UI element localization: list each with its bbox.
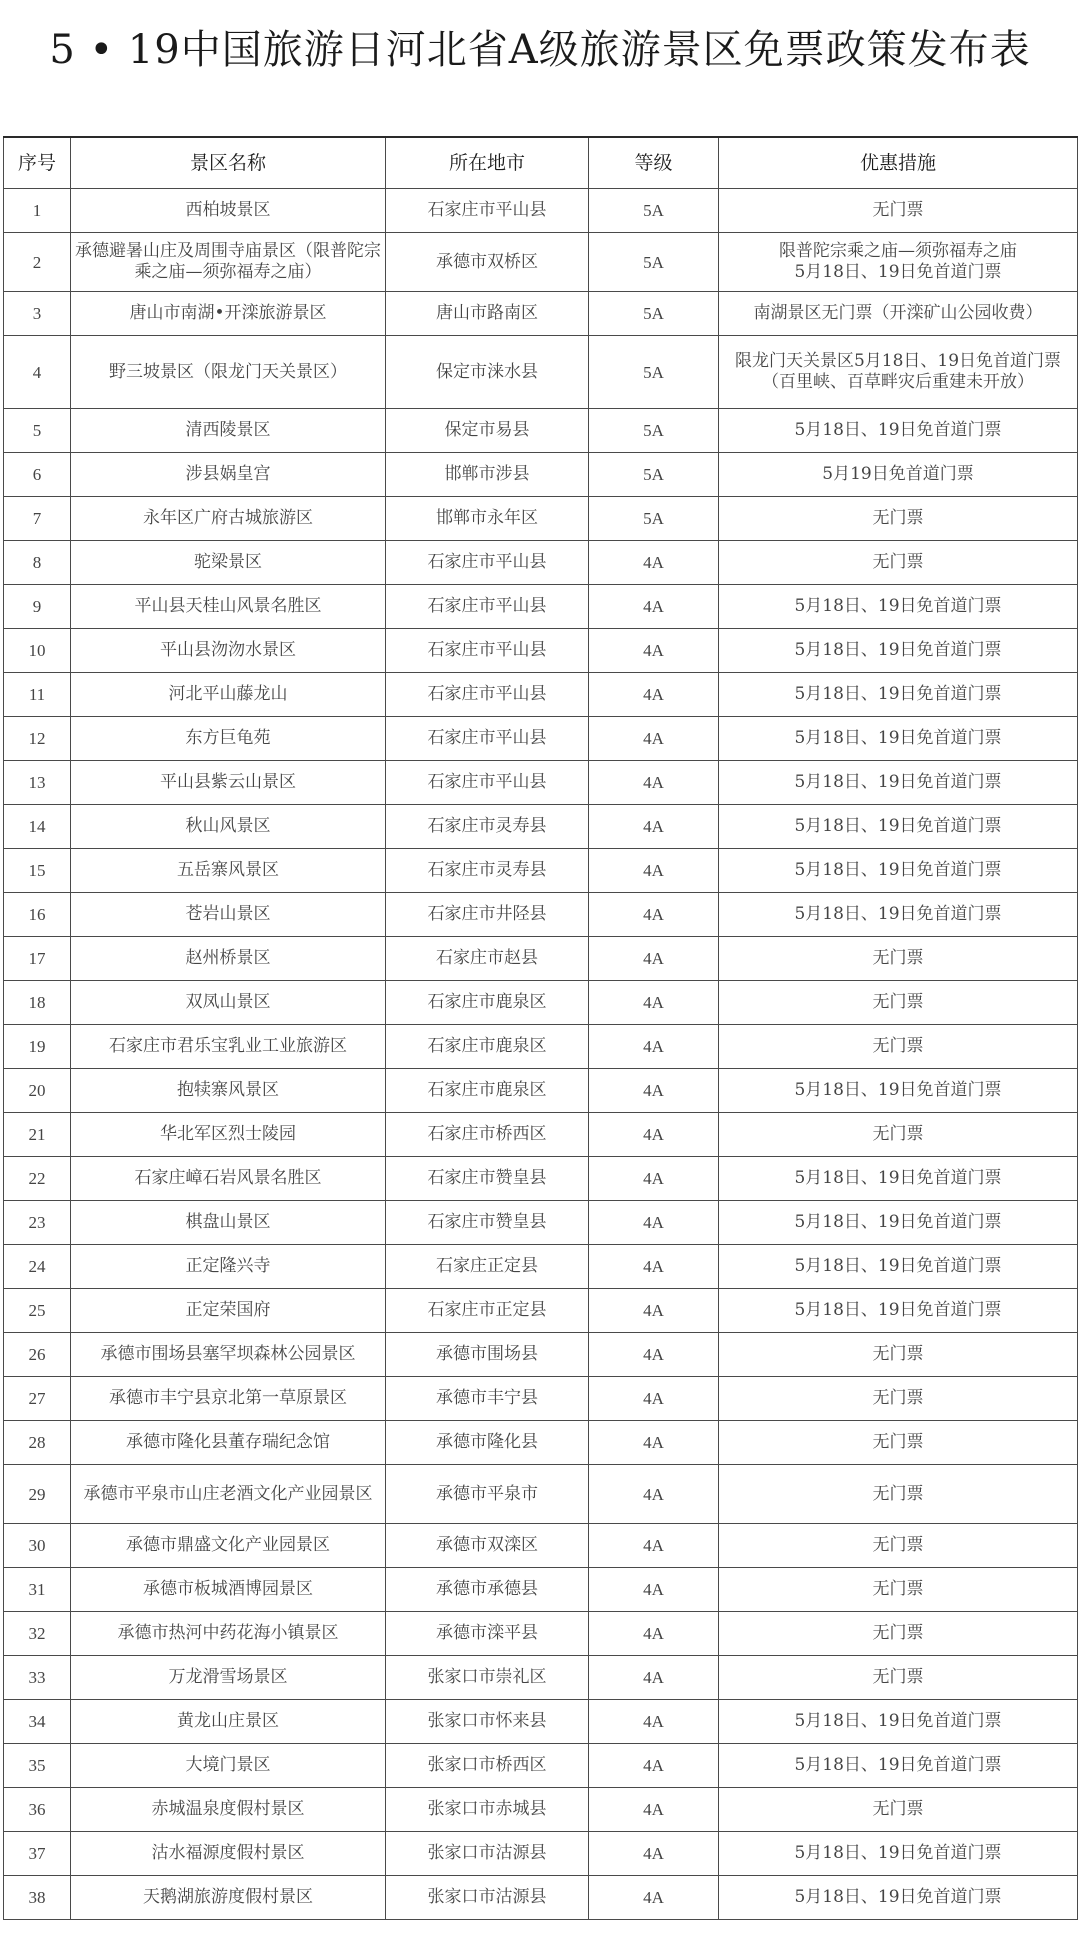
cell-seq: 14 [4, 805, 71, 849]
cell-grade: 4A [589, 673, 719, 717]
cell-grade: 5A [589, 497, 719, 541]
policy-text-line2: 5月18日、19日免首道门票 [794, 262, 1002, 282]
policy-text: 无门票 [872, 1344, 924, 1364]
table-row [4, 1612, 1078, 1656]
cell-scenic-name: 永年区广府古城旅游区 [71, 497, 386, 541]
cell-grade: 4A [589, 849, 719, 893]
cell-grade: 4A [589, 717, 719, 761]
policy-text: 5月19日免首道门票 [822, 464, 974, 484]
cell-grade: 4A [589, 1612, 719, 1656]
cell-policy [719, 1289, 1078, 1333]
cell-city: 张家口市沽源县 [386, 1876, 589, 1920]
cell-scenic-name: 承德市平泉市山庄老酒文化产业园景区 [71, 1465, 386, 1524]
header-grade: 等级 [589, 137, 719, 189]
cell-scenic-name: 华北军区烈士陵园 [71, 1113, 386, 1157]
cell-city: 承德市双滦区 [386, 1524, 589, 1568]
cell-grade: 4A [589, 629, 719, 673]
cell-policy [719, 1568, 1078, 1612]
cell-city: 承德市平泉市 [386, 1465, 589, 1524]
cell-scenic-name: 赵州桥景区 [71, 937, 386, 981]
cell-city: 张家口市崇礼区 [386, 1656, 589, 1700]
table-row [4, 1700, 1078, 1744]
table-row [4, 1157, 1078, 1201]
table-row [4, 1333, 1078, 1377]
policy-text: 5月18日、19日免首道门票 [794, 1843, 1002, 1863]
cell-city: 承德市隆化县 [386, 1421, 589, 1465]
cell-grade: 4A [589, 1524, 719, 1568]
policy-text: 5月18日、19日免首道门票 [794, 1755, 1002, 1775]
table-row [4, 981, 1078, 1025]
cell-scenic-name: 大境门景区 [71, 1744, 386, 1788]
cell-policy [719, 1377, 1078, 1421]
header-seq: 序号 [4, 137, 71, 189]
cell-seq: 5 [4, 409, 71, 453]
cell-seq: 12 [4, 717, 71, 761]
cell-policy [719, 1700, 1078, 1744]
cell-policy [719, 717, 1078, 761]
policy-text: 5月18日、19日免首道门票 [794, 1256, 1002, 1276]
cell-policy [719, 761, 1078, 805]
cell-grade: 4A [589, 1656, 719, 1700]
cell-grade: 4A [589, 761, 719, 805]
cell-grade: 4A [589, 1333, 719, 1377]
cell-grade: 4A [589, 1289, 719, 1333]
cell-policy [719, 805, 1078, 849]
cell-grade: 4A [589, 1025, 719, 1069]
cell-city: 石家庄市平山县 [386, 717, 589, 761]
cell-seq: 23 [4, 1201, 71, 1245]
cell-seq: 9 [4, 585, 71, 629]
cell-city: 承德市围场县 [386, 1333, 589, 1377]
cell-city: 承德市滦平县 [386, 1612, 589, 1656]
header-name: 景区名称 [71, 137, 386, 189]
cell-city: 石家庄市赞皇县 [386, 1201, 589, 1245]
cell-scenic-name: 河北平山藤龙山 [71, 673, 386, 717]
cell-scenic-name: 清西陵景区 [71, 409, 386, 453]
policy-text: 无门票 [872, 1535, 924, 1555]
cell-policy [719, 336, 1078, 409]
cell-grade: 5A [589, 189, 719, 233]
cell-city: 保定市涞水县 [386, 336, 589, 409]
table-row [4, 585, 1078, 629]
cell-scenic-name: 正定隆兴寺 [71, 1245, 386, 1289]
header-policy: 优惠措施 [719, 137, 1078, 189]
table-row [4, 849, 1078, 893]
cell-city: 石家庄市桥西区 [386, 1113, 589, 1157]
policy-text: 无门票 [872, 552, 924, 572]
cell-seq: 8 [4, 541, 71, 585]
cell-city: 承德市承德县 [386, 1568, 589, 1612]
cell-seq: 6 [4, 453, 71, 497]
policy-text: 5月18日、19日免首道门票 [794, 728, 1002, 748]
cell-city: 石家庄市鹿泉区 [386, 981, 589, 1025]
cell-grade: 5A [589, 292, 719, 336]
table-row [4, 1656, 1078, 1700]
cell-city: 邯郸市永年区 [386, 497, 589, 541]
table-row [4, 292, 1078, 336]
table-row [4, 1876, 1078, 1920]
cell-grade: 4A [589, 805, 719, 849]
cell-scenic-name: 赤城温泉度假村景区 [71, 1788, 386, 1832]
policy-text: 无门票 [872, 948, 924, 968]
cell-seq: 17 [4, 937, 71, 981]
cell-city: 石家庄市赞皇县 [386, 1157, 589, 1201]
cell-city: 唐山市路南区 [386, 292, 589, 336]
cell-grade: 4A [589, 585, 719, 629]
cell-seq: 20 [4, 1069, 71, 1113]
policy-text: 无门票 [872, 1579, 924, 1599]
cell-policy [719, 1788, 1078, 1832]
cell-scenic-name: 承德市隆化县董存瑞纪念馆 [71, 1421, 386, 1465]
cell-city: 石家庄市灵寿县 [386, 805, 589, 849]
cell-seq: 3 [4, 292, 71, 336]
policy-text: 5月18日、19日免首道门票 [794, 1711, 1002, 1731]
policy-text: 5月18日、19日免首道门票 [794, 1080, 1002, 1100]
cell-grade: 4A [589, 893, 719, 937]
cell-grade: 5A [589, 336, 719, 409]
cell-grade: 4A [589, 1568, 719, 1612]
cell-policy [719, 453, 1078, 497]
cell-scenic-name: 野三坡景区（限龙门天关景区） [71, 336, 386, 409]
cell-city: 石家庄正定县 [386, 1245, 589, 1289]
cell-policy [719, 1333, 1078, 1377]
cell-policy [719, 189, 1078, 233]
cell-scenic-name: 平山县天桂山风景名胜区 [71, 585, 386, 629]
cell-seq: 37 [4, 1832, 71, 1876]
cell-seq: 32 [4, 1612, 71, 1656]
cell-seq: 7 [4, 497, 71, 541]
cell-scenic-name: 平山县沕沕水景区 [71, 629, 386, 673]
cell-policy [719, 1744, 1078, 1788]
cell-seq: 2 [4, 233, 71, 292]
cell-seq: 15 [4, 849, 71, 893]
table-row [4, 1289, 1078, 1333]
cell-city: 张家口市沽源县 [386, 1832, 589, 1876]
table-row [4, 1524, 1078, 1568]
cell-scenic-name: 沽水福源度假村景区 [71, 1832, 386, 1876]
cell-seq: 31 [4, 1568, 71, 1612]
table-row [4, 1113, 1078, 1157]
policy-text: 5月18日、19日免首道门票 [794, 420, 1002, 440]
cell-seq: 16 [4, 893, 71, 937]
cell-scenic-name: 石家庄嶂石岩风景名胜区 [71, 1157, 386, 1201]
policy-text: 5月18日、19日免首道门票 [794, 1168, 1002, 1188]
cell-policy [719, 409, 1078, 453]
cell-scenic-name: 承德市围场县塞罕坝森林公园景区 [71, 1333, 386, 1377]
cell-seq: 21 [4, 1113, 71, 1157]
cell-city: 石家庄市平山县 [386, 761, 589, 805]
cell-seq: 18 [4, 981, 71, 1025]
policy-text: 无门票 [872, 508, 924, 528]
cell-grade: 4A [589, 1832, 719, 1876]
cell-grade: 4A [589, 1700, 719, 1744]
cell-grade: 4A [589, 981, 719, 1025]
policy-text: 无门票 [872, 200, 924, 220]
cell-city: 张家口市怀来县 [386, 1700, 589, 1744]
cell-seq: 19 [4, 1025, 71, 1069]
cell-seq: 38 [4, 1876, 71, 1920]
policy-text: 5月18日、19日免首道门票 [794, 640, 1002, 660]
cell-scenic-name: 涉县娲皇宫 [71, 453, 386, 497]
cell-policy [719, 1113, 1078, 1157]
cell-grade: 4A [589, 1744, 719, 1788]
cell-policy [719, 981, 1078, 1025]
cell-seq: 27 [4, 1377, 71, 1421]
cell-grade: 4A [589, 1201, 719, 1245]
policy-text: 无门票 [872, 1432, 924, 1452]
cell-city: 石家庄市平山县 [386, 629, 589, 673]
policy-text: 限龙门天关景区5月18日、19日免首道门票 [734, 351, 1062, 371]
cell-policy [719, 1465, 1078, 1524]
cell-scenic-name: 承德市板城酒博园景区 [71, 1568, 386, 1612]
table-row [4, 673, 1078, 717]
ticket-policy-table [3, 136, 1078, 1920]
document-title: 5 • 19中国旅游日河北省A级旅游景区免票政策发布表 [49, 27, 1031, 73]
header-city: 所在地市 [386, 137, 589, 189]
cell-seq: 10 [4, 629, 71, 673]
cell-seq: 34 [4, 1700, 71, 1744]
cell-scenic-name: 秋山风景区 [71, 805, 386, 849]
cell-city: 承德市丰宁县 [386, 1377, 589, 1421]
cell-city: 石家庄市正定县 [386, 1289, 589, 1333]
cell-seq: 22 [4, 1157, 71, 1201]
cell-scenic-name: 西柏坡景区 [71, 189, 386, 233]
table-row [4, 497, 1078, 541]
cell-city: 石家庄市井陉县 [386, 893, 589, 937]
cell-city: 石家庄市鹿泉区 [386, 1069, 589, 1113]
cell-policy [719, 292, 1078, 336]
cell-policy [719, 673, 1078, 717]
cell-city: 石家庄市平山县 [386, 673, 589, 717]
cell-seq: 24 [4, 1245, 71, 1289]
cell-seq: 30 [4, 1524, 71, 1568]
cell-policy [719, 1025, 1078, 1069]
cell-policy [719, 585, 1078, 629]
cell-grade: 4A [589, 937, 719, 981]
cell-scenic-name: 双凤山景区 [71, 981, 386, 1025]
cell-policy [719, 1245, 1078, 1289]
cell-seq: 13 [4, 761, 71, 805]
table-row [4, 1832, 1078, 1876]
cell-scenic-name: 苍岩山景区 [71, 893, 386, 937]
cell-scenic-name: 唐山市南湖•开滦旅游景区 [71, 292, 386, 336]
policy-text: 无门票 [872, 992, 924, 1012]
table-row [4, 1788, 1078, 1832]
cell-policy [719, 1656, 1078, 1700]
cell-scenic-name: 东方巨龟苑 [71, 717, 386, 761]
table-row [4, 629, 1078, 673]
table-row [4, 233, 1078, 292]
cell-policy [719, 849, 1078, 893]
cell-scenic-name: 石家庄市君乐宝乳业工业旅游区 [71, 1025, 386, 1069]
cell-grade: 4A [589, 1157, 719, 1201]
table-row [4, 1025, 1078, 1069]
cell-seq: 29 [4, 1465, 71, 1524]
cell-grade: 5A [589, 453, 719, 497]
table-row [4, 805, 1078, 849]
policy-text: 无门票 [872, 1483, 924, 1504]
cell-seq: 35 [4, 1744, 71, 1788]
table-row [4, 717, 1078, 761]
table-row [4, 893, 1078, 937]
cell-city: 石家庄市平山县 [386, 189, 589, 233]
cell-seq: 36 [4, 1788, 71, 1832]
policy-text: 5月18日、19日免首道门票 [794, 1887, 1002, 1907]
policy-text: 5月18日、19日免首道门票 [794, 904, 1002, 924]
policy-text: 5月18日、19日免首道门票 [794, 596, 1002, 616]
cell-grade: 5A [589, 233, 719, 292]
table-row [4, 1201, 1078, 1245]
policy-text: 无门票 [872, 1623, 924, 1643]
table-row [4, 1421, 1078, 1465]
cell-policy [719, 1421, 1078, 1465]
table-header-row [4, 137, 1078, 189]
table-row [4, 1465, 1078, 1524]
cell-scenic-name: 棋盘山景区 [71, 1201, 386, 1245]
table-row [4, 541, 1078, 585]
cell-grade: 4A [589, 1876, 719, 1920]
cell-city: 石家庄市赵县 [386, 937, 589, 981]
cell-seq: 33 [4, 1656, 71, 1700]
cell-grade: 4A [589, 1465, 719, 1524]
cell-policy [719, 1069, 1078, 1113]
cell-scenic-name: 承德市丰宁县京北第一草原景区 [71, 1377, 386, 1421]
cell-policy [719, 629, 1078, 673]
cell-scenic-name: 五岳寨风景区 [71, 849, 386, 893]
policy-text: 5月18日、19日免首道门票 [794, 772, 1002, 792]
cell-seq: 4 [4, 336, 71, 409]
cell-policy [719, 233, 1078, 292]
cell-scenic-name: 抱犊寨风景区 [71, 1069, 386, 1113]
cell-policy [719, 1201, 1078, 1245]
table-row [4, 453, 1078, 497]
cell-scenic-name: 黄龙山庄景区 [71, 1700, 386, 1744]
cell-scenic-name: 天鹅湖旅游度假村景区 [71, 1876, 386, 1920]
policy-text: 南湖景区无门票（开滦矿山公园收费） [753, 303, 1043, 323]
policy-text: 无门票 [872, 1124, 924, 1144]
cell-city: 张家口市赤城县 [386, 1788, 589, 1832]
cell-scenic-name: 驼梁景区 [71, 541, 386, 585]
cell-policy [719, 893, 1078, 937]
table-row [4, 1744, 1078, 1788]
cell-grade: 4A [589, 1069, 719, 1113]
table-row [4, 1377, 1078, 1421]
cell-grade: 4A [589, 1245, 719, 1289]
cell-grade: 4A [589, 1788, 719, 1832]
cell-city: 石家庄市平山县 [386, 541, 589, 585]
cell-grade: 4A [589, 1421, 719, 1465]
cell-scenic-name: 平山县紫云山景区 [71, 761, 386, 805]
cell-seq: 1 [4, 189, 71, 233]
policy-text: 无门票 [872, 1667, 924, 1687]
cell-grade: 5A [589, 409, 719, 453]
cell-grade: 4A [589, 1377, 719, 1421]
table-row [4, 189, 1078, 233]
cell-grade: 4A [589, 541, 719, 585]
policy-text: 5月18日、19日免首道门票 [794, 1212, 1002, 1232]
cell-scenic-name: 承德市鼎盛文化产业园景区 [71, 1524, 386, 1568]
cell-seq: 25 [4, 1289, 71, 1333]
cell-grade: 4A [589, 1113, 719, 1157]
table-row [4, 761, 1078, 805]
cell-scenic-name: 承德市热河中药花海小镇景区 [71, 1612, 386, 1656]
cell-seq: 11 [4, 673, 71, 717]
table-row [4, 1069, 1078, 1113]
cell-policy [719, 937, 1078, 981]
cell-city: 石家庄市鹿泉区 [386, 1025, 589, 1069]
cell-seq: 26 [4, 1333, 71, 1377]
cell-city: 石家庄市平山县 [386, 585, 589, 629]
policy-text: 无门票 [872, 1036, 924, 1056]
cell-scenic-name: 承德避暑山庄及周围寺庙景区（限普陀宗乘之庙—须弥福寿之庙） [71, 233, 386, 292]
policy-text-line2: （百里峡、百草畔灾后重建未开放） [762, 372, 1034, 392]
policy-text: 5月18日、19日免首道门票 [794, 816, 1002, 836]
cell-scenic-name: 万龙滑雪场景区 [71, 1656, 386, 1700]
table-row [4, 1568, 1078, 1612]
cell-city: 张家口市桥西区 [386, 1744, 589, 1788]
policy-text: 5月18日、19日免首道门票 [794, 860, 1002, 880]
cell-policy [719, 1157, 1078, 1201]
cell-scenic-name: 正定荣国府 [71, 1289, 386, 1333]
policy-text: 5月18日、19日免首道门票 [794, 684, 1002, 704]
cell-city: 承德市双桥区 [386, 233, 589, 292]
cell-policy [719, 1876, 1078, 1920]
policy-text: 无门票 [872, 1388, 924, 1408]
cell-policy [719, 1524, 1078, 1568]
table-row [4, 937, 1078, 981]
cell-seq: 28 [4, 1421, 71, 1465]
policy-text: 限普陀宗乘之庙—须弥福寿之庙 [779, 241, 1017, 261]
policy-text: 5月18日、19日免首道门票 [794, 1300, 1002, 1320]
cell-policy [719, 1612, 1078, 1656]
policy-text: 无门票 [872, 1799, 924, 1819]
table-row [4, 409, 1078, 453]
cell-city: 石家庄市灵寿县 [386, 849, 589, 893]
table-row [4, 336, 1078, 409]
cell-city: 保定市易县 [386, 409, 589, 453]
cell-policy [719, 541, 1078, 585]
cell-city: 邯郸市涉县 [386, 453, 589, 497]
table-body [4, 189, 1078, 1920]
table-row [4, 1245, 1078, 1289]
cell-policy [719, 1832, 1078, 1876]
cell-policy [719, 497, 1078, 541]
